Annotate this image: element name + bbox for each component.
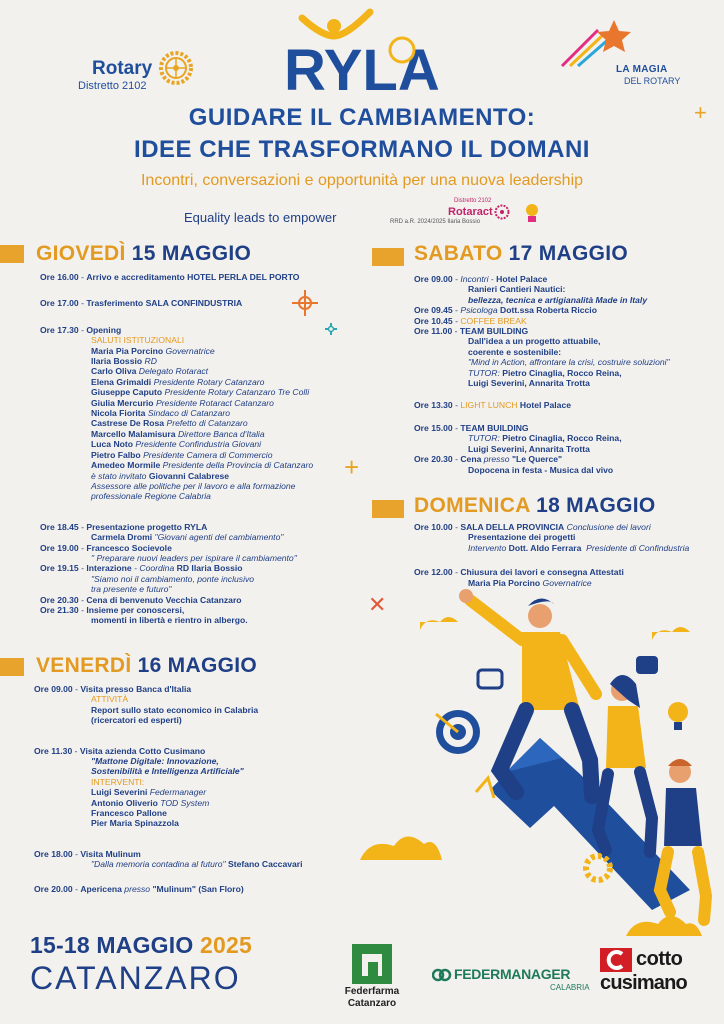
svg-text:RYLA: RYLA <box>284 38 440 94</box>
schedule-saturday: Ore 09.00 - Incontri - Hotel Palace Ranieri Cantieri Nautici: bellezza, tecnica e artigianalità Made in Italy Ore 09.45 - Psicologa Dott.ssa Roberta Riccio Ore 10.45 - COFFEE BREAK Ore 11.00 - TEAM BUILDING Dall'idea a un progetto attuabile, coerente e sostenibile: "Mind in Action, affrontare la crisi, costruire soluzioni" TUTOR: Pietro Cinaglia, Rocco Reina, Luigi Severini, Annarita Trotta Ore 13.30 - LIGHT LUNCH Hotel Palace Ore 15.00 - TEAM BUILDING TUTOR: Pietro Cinaglia, Rocco Reina, Luigi Severini, Annarita Trotta Ore 20.30 - Cena presso "Le Querce" Dopocena in festa - Musica dal vivo <box>414 274 670 475</box>
federmanager-mark-icon <box>432 966 452 984</box>
federmanager-logo <box>432 966 590 1000</box>
main-title-line1: GUIDARE IL CAMBIAMENTO: <box>188 104 536 131</box>
rotaract-name: Rotaract <box>448 206 493 218</box>
rotary-wheel-icon <box>158 50 194 86</box>
rotaract-rrd: RRD a.R. 2024/2025 Ilaria Bossio <box>390 219 481 225</box>
rotaract-logo <box>390 198 560 230</box>
day-heading-friday: VENERDÌ 16 MAGGIO <box>36 654 257 677</box>
small-cross-decoration-icon <box>324 322 338 336</box>
main-title-line2: IDEE CHE TRASFORMANO IL DOMANI <box>134 136 590 163</box>
event-city: CATANZARO <box>30 960 241 996</box>
rotary-district: Distretto 2102 <box>78 80 147 92</box>
plus-decoration-icon: + <box>344 452 360 482</box>
day-heading-thursday: GIOVEDÌ 15 MAGGIO <box>36 242 252 265</box>
event-dates: 15-18 MAGGIO 2025 <box>30 932 253 958</box>
magia-logo <box>558 18 688 92</box>
day-bar-thursday <box>0 245 24 263</box>
magia-line1: LA MAGIA <box>616 64 668 75</box>
day-bar-friday <box>0 658 24 676</box>
magia-line2: DEL ROTARY <box>624 76 681 86</box>
cotto-mark-icon <box>600 948 632 972</box>
rotaract-wheel-icon <box>494 204 510 220</box>
day-bar-saturday <box>372 248 404 266</box>
schedule-thursday: Ore 16.00 - Arrivo e accreditamento HOTEL PERLA DEL PORTO Ore 17.00 - Trasferimento SALA CONFINDUSTRIA Ore 17.30 - Opening SALUTI ISTITUZIONALI Maria Pia Porcino Governatrice Ilaria Bossio RD Carlo Oliva Delegato Rotaract Elena Grimaldi Presidente Rotary Catanzaro Giuseppe Caputo Presidente Rotary Catanzaro Tre Colli Giulia Mercurio Presidente Rotaract Catanzaro Nicola Fiorita Sindaco di Catanzaro Castrese De Rosa Prefetto di Catanzaro Marcello Malamisura Direttore Banca d'Italia Luca Noto Presidente Confindustria Giovani Pietro Falbo Presidente Camera di Commercio Amedeo Mormile Presidente della Provincia di Catanzaro è stato invitato Giovanni Calabrese Assessore alle politiche per il lavoro e alla formazione professionale Regione Calabria Ore 18.45 - Presentazione progetto RYLA Carmela Dromi "Giovani agenti del cambiamento" Ore 19.00 - Francesco Socievole " Preparare nuovi leaders per ispirare il cambiamento" Ore 19.15 - Interazione - Coordina RD Ilaria Bossio "Siamo noi il cambiamento, ponte inclusivo tra presente e futuro" Ore 20.30 - Cena di benvenuto Vecchia Catanzaro Ore 21.30 - Insieme per conoscersi, momenti in libertà e rientro in albergo. <box>40 272 314 626</box>
cotto-cusimano-logo <box>598 944 698 1004</box>
rotaract-badge-icon <box>522 202 542 224</box>
cotto-name: cotto <box>636 948 683 970</box>
climbing-team-illustration <box>340 560 724 940</box>
rotaract-district: Distretto 2102 <box>454 198 492 204</box>
cusimano-name: cusimano <box>600 972 687 994</box>
federfarma-name: Federfarma <box>344 986 400 997</box>
federfarma-city: Catanzaro <box>347 998 397 1009</box>
day-heading-sunday: DOMENICA 18 MAGGIO <box>414 494 656 517</box>
schedule-friday: Ore 09.00 - Visita presso Banca d'Italia ATTIVITÀ Report sullo stato economico in Calabria (ricercatori ed esperti) Ore 11.30 - Visita azienda Cotto Cusimano "Mattone Digitale: Innovazione, Sostenibilità e Intelligenza Artificiale" INTERVENTI: Luigi Severini Federmanager Antonio Oliverio TOD System Francesco Pallone Pier Maria Spinazzola Ore 18.00 - Visita Mulinum "Dalla memoria contadina al futuro" Stefano Caccavari Ore 20.00 - Apericena presso "Mulinum" (San Floro) <box>34 684 303 894</box>
ryla-logo <box>282 6 452 94</box>
federmanager-name: FEDERMANAGER <box>454 966 571 982</box>
schedule-sunday: Ore 10.00 - SALA DELLA PROVINCIA Conclusione dei lavori Presentazione dei progetti Intervento Dott. Aldo Ferrara Presidente di Confindustria Ore 12.00 - Chiusura dei lavori e consegna Attestati Maria Pia Porcino Governatrice <box>414 522 690 588</box>
federmanager-region: CALABRIA <box>550 983 590 992</box>
federfarma-logo <box>332 944 412 1016</box>
day-heading-saturday: SABATO 17 MAGGIO <box>414 242 629 265</box>
federfarma-cross-icon <box>352 944 392 984</box>
subtitle: Incontri, conversazioni e opportunità per una nuova leadership <box>140 172 584 189</box>
day-bar-sunday <box>372 500 404 518</box>
crosshair-decoration-icon <box>290 288 320 318</box>
x-decoration-icon: ✕ <box>368 592 387 617</box>
motto: Equality leads to empower <box>184 210 337 225</box>
plus-decoration-icon: + <box>694 100 707 125</box>
rotary-name: Rotary <box>92 58 153 79</box>
